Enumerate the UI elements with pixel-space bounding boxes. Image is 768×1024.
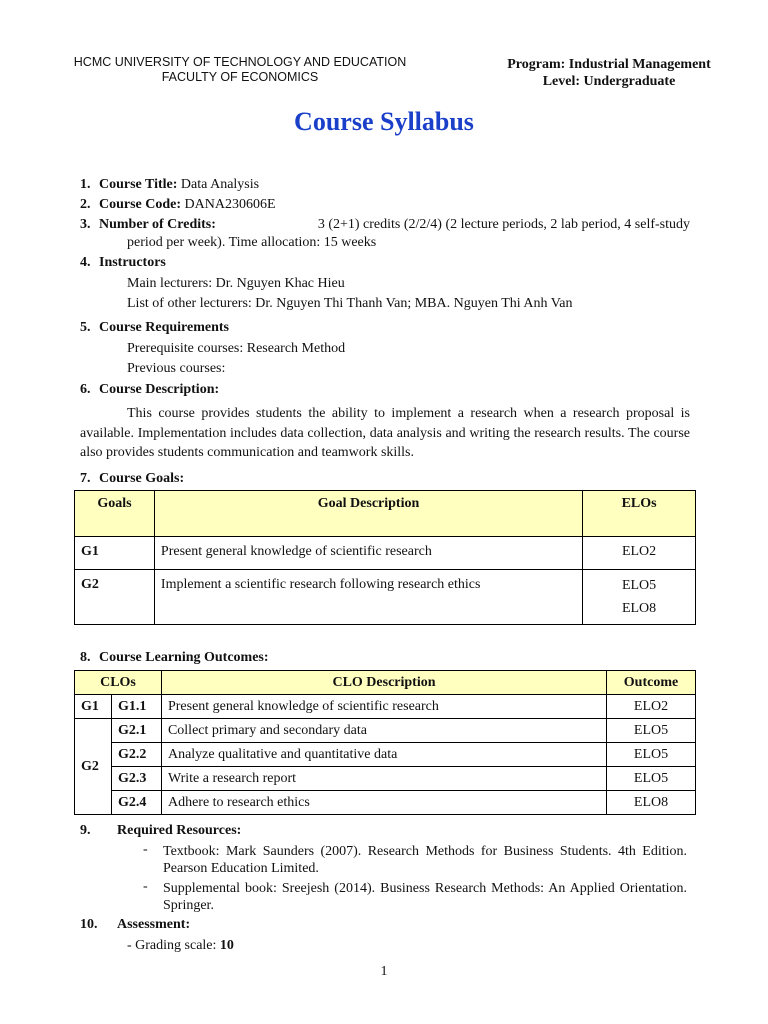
clo-description: Write a research report xyxy=(161,767,606,791)
item-goals: 7. Course Goals: xyxy=(80,471,185,486)
table-row xyxy=(75,791,696,815)
clo-table-header xyxy=(75,671,696,695)
item-credits: 3. Number of Credits: 3 (2+1) credits (2/2/4) (2 lecture periods, 2 lab period, 4 self-study xyxy=(80,217,690,232)
header-clo-description: CLO Description xyxy=(161,671,606,695)
clo-description: Adhere to research ethics xyxy=(161,791,606,815)
item-assessment: 10. Assessment: xyxy=(80,917,191,932)
table-row xyxy=(75,743,696,767)
faculty-name: FACULTY OF ECONOMICS xyxy=(161,70,319,84)
clo-id: G2.4 xyxy=(111,791,161,815)
table-row xyxy=(75,767,696,791)
table-row xyxy=(75,719,696,743)
table-row xyxy=(75,570,696,625)
header-outcome: Outcome xyxy=(607,671,696,695)
course-description-text: This course provides students the ability to implement a research when a research proposal is available. Implementation includes data collection, data analysis and writing the research results. The course also provides students communication and teamwork skills. xyxy=(80,406,690,460)
goal-id: G2 xyxy=(75,570,155,625)
university-name: HCMC UNIVERSITY OF TECHNOLOGY AND EDUCATION xyxy=(73,55,407,69)
prerequisite-courses: Prerequisite courses: Research Method xyxy=(127,341,346,356)
table-row xyxy=(75,537,696,570)
clo-outcome: ELO5 xyxy=(607,767,696,791)
clo-id: G2.2 xyxy=(111,743,161,767)
program-name: Program: Industrial Management xyxy=(507,57,711,72)
item-resources: 9. Required Resources: xyxy=(80,823,242,838)
clo-id: G2.3 xyxy=(111,767,161,791)
item-learning-outcomes: 8. Course Learning Outcomes: xyxy=(80,650,269,665)
header-clos: CLOs xyxy=(75,671,162,695)
previous-courses: Previous courses: xyxy=(127,361,226,376)
item-course-code: 2. Course Code: DANA230606E xyxy=(80,197,276,212)
resource-bullet: - xyxy=(143,842,148,857)
goal-elo: ELO8 xyxy=(621,601,657,616)
grading-scale: - Grading scale: 10 xyxy=(127,938,234,953)
item-course-title: 1. Course Title: Data Analysis xyxy=(80,177,260,192)
header-elos: ELOs xyxy=(583,491,696,537)
clo-description: Collect primary and secondary data xyxy=(161,719,606,743)
item-requirements: 5. Course Requirements xyxy=(80,320,230,335)
resource-bullet: - xyxy=(143,879,148,894)
clo-id: G2.1 xyxy=(111,719,161,743)
resource-supplemental: Supplemental book: Sreejesh (2014). Business Research Methods: An Applied Orientation. Springer. xyxy=(163,881,687,913)
resource-textbook: Textbook: Mark Saunders (2007). Research Methods for Business Students. 4th Edition. Pearson Education Limited. xyxy=(163,844,687,876)
item-description: 6. Course Description: xyxy=(80,382,220,397)
header-goals: Goals xyxy=(75,491,155,537)
program-info xyxy=(470,56,748,90)
clo-outcome: ELO5 xyxy=(607,719,696,743)
clo-outcome: ELO5 xyxy=(607,743,696,767)
goal-elo: ELO5 xyxy=(621,578,657,593)
goals-table xyxy=(74,490,696,625)
header-goal-description: Goal Description xyxy=(154,491,582,537)
program-level: Level: Undergraduate xyxy=(542,74,676,89)
goal-id: G1 xyxy=(75,537,155,570)
item-instructors: 4. Instructors xyxy=(80,255,166,270)
page-title: Course Syllabus xyxy=(294,107,474,136)
goal-elos xyxy=(583,570,696,625)
clo-group: G2 xyxy=(75,719,112,815)
goals-table-header xyxy=(75,491,696,537)
item-credits-cont: period per week). Time allocation: 15 weeks xyxy=(127,235,377,250)
clo-description: Present general knowledge of scientific research xyxy=(161,695,606,719)
main-lecturers: Main lecturers: Dr. Nguyen Khac Hieu xyxy=(127,276,345,291)
university-header xyxy=(40,55,440,85)
clo-table xyxy=(74,670,696,815)
goal-description: Implement a scientific research following research ethics xyxy=(154,570,582,625)
table-row xyxy=(75,695,696,719)
clo-id: G1.1 xyxy=(111,695,161,719)
page-number: 1 xyxy=(380,964,388,979)
clo-outcome: ELO2 xyxy=(607,695,696,719)
other-lecturers: List of other lecturers: Dr. Nguyen Thi Thanh Van; MBA. Nguyen Thi Anh Van xyxy=(127,296,573,311)
clo-group: G1 xyxy=(75,695,112,719)
clo-description: Analyze qualitative and quantitative data xyxy=(161,743,606,767)
goal-elo: ELO2 xyxy=(583,537,696,570)
clo-outcome: ELO8 xyxy=(607,791,696,815)
goal-description: Present general knowledge of scientific research xyxy=(154,537,582,570)
